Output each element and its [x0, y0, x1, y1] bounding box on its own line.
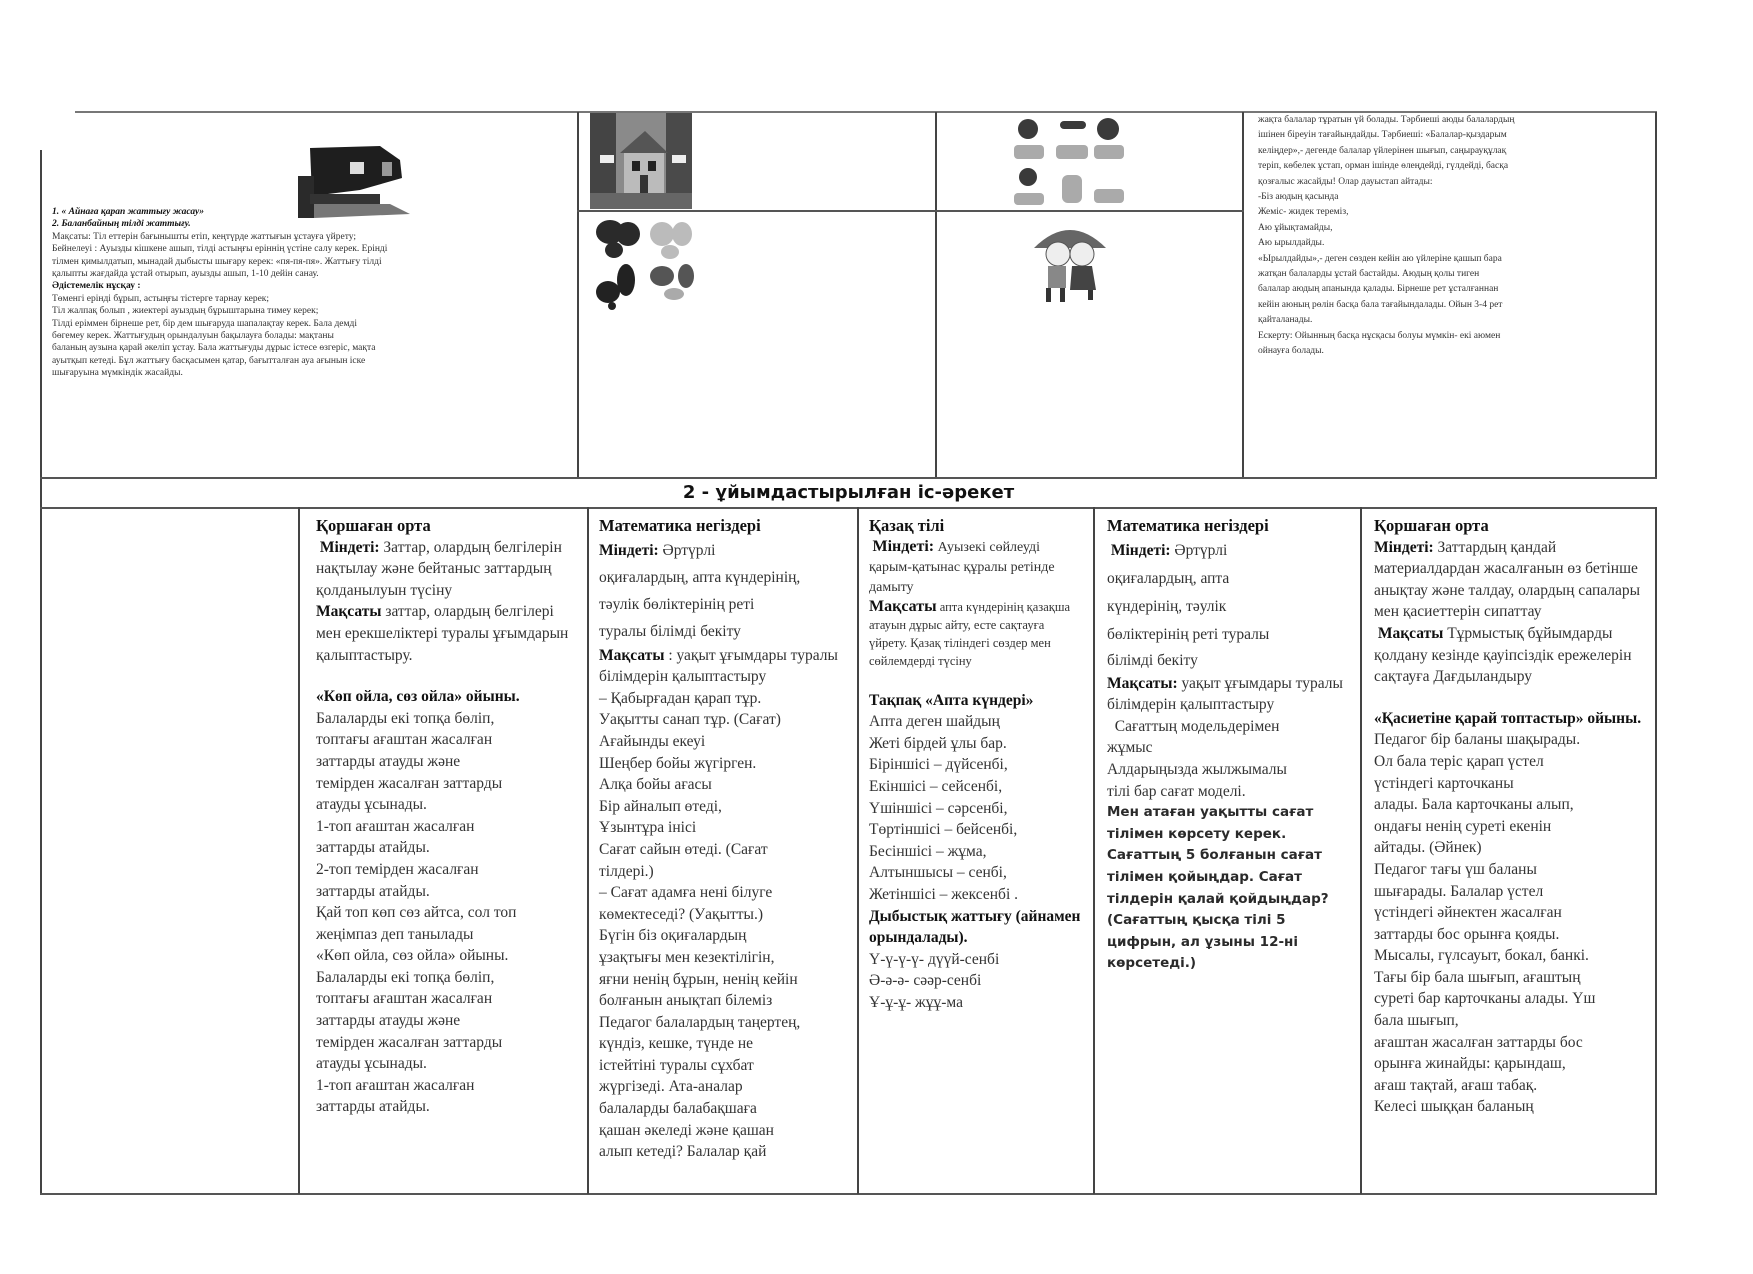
body-line: көмектеседі? (Уақытты.) [599, 905, 763, 923]
goal-label: Мақсаты [869, 597, 937, 615]
exercise-line: шығаруына мүмкіндік жасайды. [52, 368, 183, 379]
goal-text: Тұрмыстық бұйымдарды қолдану кезінде қауіпсіздік ережелерін сақтауға Дағдыландыру [1374, 624, 1632, 686]
body-line: қашан әкеледі және қашан [599, 1121, 774, 1139]
column-math-1 [589, 509, 857, 1193]
instruction-line: тілімен көрсету керек. [1107, 825, 1287, 842]
body-line: темірден жасалған заттарды [316, 1033, 503, 1051]
poem-line: Екіншісі – сейсенбі, [869, 777, 1003, 795]
game-line: теріп, көбелек ұстап, орман ішінде өлеңдейді, гүлдейді, басқа [1258, 161, 1509, 172]
instruction-line: тілімен қойыңдар. Сағат [1107, 868, 1302, 885]
body-line: жүргізеді. Ата-аналар [599, 1078, 743, 1096]
body-line: Тағы бір бала шығып, ағаштың [1374, 968, 1581, 986]
body-line: Педагог балалардың таңертең, [599, 1013, 801, 1031]
body-line: темірден жасалған заттарды [316, 774, 503, 792]
task-text: туралы білімді бекіту [599, 622, 741, 640]
game-line: кейін аюның рөлін басқа бала тағайындалады. Ойын 3-4 рет [1258, 299, 1503, 310]
phonetic-line: Ә-ә-ә- сәәр-сенбі [869, 972, 982, 990]
body-line: Алқа бойы ағасы [599, 776, 712, 794]
instruction-line: тілдерін қалай қойдыңдар? [1107, 890, 1329, 907]
goal-text: уақыт ұғымдары туралы білімдерін қалыптастыру [1107, 674, 1343, 714]
poem-line: Алтыншысы – сенбі, [869, 864, 1007, 882]
body-line: үстіндегі карточканы [1374, 774, 1514, 792]
exercise-line: тілмен қимылдатып, мынадай дыбысты шығару керек: «пя-пя-пя». Жаттығу тілді [52, 256, 382, 267]
bottom-table-bottom-border [40, 1193, 1657, 1195]
poem-line: Жетіншісі – жексенбі . [869, 885, 1018, 903]
exercise-line: Әдістемелік нұсқау : [52, 281, 141, 292]
game-line: Жеміс- жидек тереміз, [1258, 207, 1349, 218]
task-label: Міндеті: [872, 537, 935, 555]
instruction-line: көрсетеді.) [1107, 955, 1197, 972]
body-line: тілі бар сағат моделі. [1107, 782, 1246, 800]
poem-line: Үшіншісі – сәрсенбі, [869, 799, 1008, 817]
column-title: Математика негіздері [1107, 516, 1269, 535]
instruction-line: цифрын, ал ұзыны 12-ні [1107, 933, 1299, 950]
body-line: Ағайынды екеуі [599, 732, 706, 750]
body-line: суреті бар карточканы алады. Үш [1374, 990, 1596, 1008]
phonetic-line: Ұ-ұ-ұ- жұұ-ма [869, 993, 964, 1011]
game-line: Аю ұйықтамайды, [1258, 222, 1333, 233]
body-line: балаларды балабақшаға [599, 1100, 757, 1118]
body-line: атауды ұсынады. [316, 1055, 427, 1073]
body-line: «Көп ойла, сөз ойла» ойыны. [316, 947, 509, 965]
goal-label: Мақсаты [599, 646, 665, 664]
butterflies-picture [590, 214, 700, 314]
task-text: тәулік бөліктерінің реті [599, 595, 755, 613]
body-line: заттарды атайды. [316, 1098, 430, 1116]
column-environment-2 [1362, 509, 1655, 1193]
body-line: – Қабырғадан қарап тұр. [599, 689, 762, 707]
body-line: жұмыс [1107, 739, 1153, 757]
game-line: келіңдер»,- дегенде балалар үйлерінен шығып, саңырауқұлақ [1258, 145, 1507, 156]
body-line: Алдарыңызда жылжымалы [1107, 760, 1287, 778]
body-line: Бір айналып өтеді, [599, 797, 722, 815]
house-picture [590, 113, 692, 209]
body-line: Шеңбер бойы жүгірген. [599, 754, 757, 772]
body-line: 2-топ темірден жасалған [316, 860, 479, 878]
poem-line: Жеті бірдей ұлы бар. [869, 734, 1007, 752]
body-line: топтағы ағаштан жасалған [316, 990, 493, 1008]
body-line: орынға жинайды: қарындаш, [1374, 1055, 1566, 1073]
exercise-cell [52, 206, 572, 476]
body-line: бала шығып, [1374, 1012, 1459, 1030]
goal-text: : уақыт ұғымдары туралы білімдерін қалыптастыру [599, 646, 838, 686]
phonetic-title: Дыбыстық жаттығу (айнамен орындалады). [869, 907, 1081, 947]
game-line: қозғалыс жасайды! Олар дауыстап айтады: [1258, 176, 1433, 187]
game-line: қайталанады. [1258, 315, 1313, 326]
body-line: болғанын анықтап білеміз [599, 992, 773, 1010]
instruction-line: Сағаттың 5 болғанын сағат [1107, 847, 1322, 864]
instruction-line: Мен атаған уақытты сағат [1107, 804, 1314, 821]
game-line: жатқан балаларды ұстай бастайды. Аюдың қолы тиген [1258, 269, 1480, 280]
task-text: Заттар, олардың белгілерін нақтылау және бейтаныс заттардың қолданылуын түсіну [316, 538, 562, 599]
task-label: Міндеті: [599, 541, 659, 559]
column-title: Қоршаған орта [1374, 516, 1489, 535]
body-line: заттарды бос орынға қояды. [1374, 925, 1560, 943]
task-text: Ауызекі сөйлеуді қарым-қатынас құралы ретінде дамыту [869, 539, 1055, 595]
task-text: Әртүрлі [662, 541, 716, 559]
body-line: Мысалы, гүлсауыт, бокал, банкі. [1374, 947, 1589, 965]
game-line: -Біз аюдың қасында [1258, 192, 1339, 203]
exercise-line: баланың аузына қарай әкеліп ұстау. Бала жаттығуды дұрыс істесе өзгеріс, мақта [52, 343, 376, 354]
exercise-line: Бейнелеуі : Ауызды кішкене ашып, тілді астыңғы еріннің үстіне салу керек. Ерінді [52, 244, 388, 255]
body-line: үстіндегі әйнектен жасалған [1374, 904, 1562, 922]
children-umbrella-picture [1030, 218, 1110, 306]
exercise-line: Тіл жалпақ болып , жиектері ауыздың бұрыштарына тимеу керек; [52, 306, 319, 317]
exercise-line: бөгемеу керек. Жаттығудың орындалуын бақылауға болады: мақтаны [52, 331, 334, 342]
game-line: балалар аюдың апанында қалады. Бірнеше рет ұсталғаннан [1258, 284, 1499, 295]
task-text: оқиғалардың, апта күндерінің, [599, 568, 801, 586]
body-line: заттарды атайды. [316, 839, 430, 857]
body-line: алып кетеді? Балалар қай [599, 1143, 767, 1161]
task-text: күндерінің, тәулік [1107, 597, 1227, 615]
section-header: 2 - ұйымдастырылған іс-әрекет [682, 482, 1015, 503]
poem-line: Біріншісі – дүйсенбі, [869, 756, 1008, 774]
body-line: 1-топ ағаштан жасалған [316, 1076, 475, 1094]
body-line: Балаларды екі топқа бөліп, [316, 968, 495, 986]
top-table-divider-3 [1242, 112, 1244, 478]
body-line: Сағаттың модельдерімен [1107, 717, 1280, 735]
game-line: ойнауға болады. [1258, 346, 1324, 357]
exercise-line: ауытқып кетеді. Бұл жаттығу басқасымен қатар, бағытталған ауа ағынын іске [52, 355, 366, 366]
poem-title: Тақпақ «Апта күндері» [869, 691, 1034, 709]
body-line: ондағы ненің суреті екенін [1374, 817, 1552, 835]
top-table-left-border [40, 150, 42, 1195]
game-line: «Ырылдайды»,- деген сөзден кейін аю үйлеріне қашып бара [1258, 253, 1502, 264]
body-line: Ол бала теріс қарап үстел [1374, 752, 1544, 770]
body-line: – Сағат адамға нені білуге [599, 884, 773, 902]
poem-line: Апта деген шайдың [869, 713, 1000, 731]
poem-line: Бесіншісі – жұма, [869, 842, 987, 860]
task-label: Міндеті: [319, 538, 380, 556]
body-line: шығарады. Балалар үстел [1374, 882, 1544, 900]
body-line: яғни ненің бұрын, ненің кейін [599, 970, 798, 988]
task-label: Міндеті: [1374, 538, 1434, 556]
body-line: ұзақтығы мен кезектілігін, [599, 948, 775, 966]
body-line: топтағы ағаштан жасалған [316, 731, 493, 749]
task-text: Заттардың қандай материалдардан жасалғанын өз бетінше анықтау және талдау, олардың сапалары мен қасиеттерін сипаттау [1374, 538, 1641, 621]
top-table-divider-1 [577, 112, 579, 478]
exercise-line: Төменгі ерінді бұрып, астыңғы тістерге тарнау керек; [52, 293, 270, 304]
col-right-border [1655, 507, 1657, 1194]
body-line: заттарды атауды және [316, 1012, 461, 1030]
body-line: күндіз, кешке, түнде не [599, 1035, 754, 1053]
task-label: Міндеті: [1110, 541, 1171, 559]
game-line: жақта балалар тұратын үй болады. Тәрбиеші аюды балалардың [1258, 115, 1515, 125]
task-text: Әртүрлі [1174, 541, 1228, 559]
task-text: оқиғалардың, апта [1107, 569, 1230, 587]
body-line: заттарды атауды және [316, 752, 461, 770]
top-table-divider-2 [935, 112, 937, 478]
game-line: Ескерту: Ойынның басқа нұсқасы болуы мүмкін- екі аюмен [1258, 330, 1501, 341]
goal-label: Мақсаты [316, 603, 382, 621]
goal-text: апта күндерінің қазақша атауын дұрыс айту, есте сақтауға үйрету. Қазақ тіліндегі сөздер мен сөйлемдерді түсіну [869, 599, 1071, 668]
body-line: ағаштан жасалған заттарды бос [1374, 1033, 1583, 1051]
children-picture [1010, 117, 1130, 209]
poem-line: Төртіншісі – бейсенбі, [869, 821, 1018, 839]
body-line: Сағат сайын өтеді. (Сағат [599, 840, 768, 858]
task-text: бөліктерінің реті туралы [1107, 625, 1270, 643]
column-kazakh-language [859, 509, 1093, 1193]
column-title: Қоршаған орта [316, 516, 431, 535]
body-line: атауды ұсынады. [316, 796, 427, 814]
instruction-line: (Сағаттың қысқа тілі 5 [1107, 912, 1286, 929]
column-math-2 [1095, 509, 1360, 1193]
exercise-line: қалыпты жағдайда ұстай отырып, ауызды ашып, 1-10 дейін санау. [52, 269, 319, 280]
exercise-line: Тілді еріммен бірнеше рет, бір дем шығаруда шапалақтау керек. Бала демді [52, 318, 358, 329]
column-title: Қазақ тілі [869, 516, 945, 535]
goal-label: Мақсаты: [1107, 674, 1178, 692]
body-line: Ұзынтұра інісі [599, 819, 697, 837]
body-line: Уақытты санап тұр. (Сағат) [599, 711, 781, 729]
body-line: Балаларды екі топқа бөліп, [316, 709, 495, 727]
body-line: істейтіні туралы сұхбат [599, 1056, 754, 1074]
body-line: ағаш тақтай, ағаш табақ. [1374, 1076, 1538, 1094]
body-line: тілдері.) [599, 862, 654, 880]
body-line: Педагог тағы үш баланы [1374, 860, 1537, 878]
body-line: Педагог бір баланы шақырады. [1374, 731, 1581, 749]
column-environment-1 [300, 509, 587, 1193]
task-text: білімді бекіту [1107, 651, 1198, 669]
phonetic-line: Ү-ү-ү-ү- дүүй-сенбі [869, 950, 1000, 968]
game-title: «Көп ойла, сөз ойла» ойыны. [316, 688, 520, 706]
game-title: «Қасиетіне қарай топтастыр» ойыны. [1374, 709, 1642, 727]
column-title: Математика негіздері [599, 516, 761, 535]
exercise-title-2: 2. Баланбайның тілді жаттығу. [52, 219, 191, 230]
game-line: ішінен біреуін тағайындайды. Тәрбиеші: «Балалар-қыздарым [1258, 130, 1507, 141]
body-line: 1-топ ағаштан жасалған [316, 817, 475, 835]
top-table-mid-split [577, 210, 1244, 212]
body-line: заттарды атайды. [316, 882, 430, 900]
body-line: алады. Бала карточканы алып, [1374, 796, 1574, 814]
exercise-title-1: 1. « Айнаға қарап жаттығу жасау» [52, 207, 204, 217]
body-line: айтады. (Әйнек) [1374, 839, 1482, 857]
body-line: Қай топ көп сөз айтса, сол топ [316, 904, 517, 922]
top-table-right-border [1655, 112, 1657, 478]
body-line: Бүгін біз оқиғалардың [599, 927, 747, 945]
goal-text: заттар, олардың белгілері мен ерекшеліктері туралы ұғымдарын қалыптастыру. [316, 603, 569, 664]
body-line: Келесі шыққан баланың [1374, 1098, 1534, 1116]
game-line: Аю ырылдайды. [1258, 238, 1325, 249]
body-line: жеңімпаз деп танылады [316, 925, 474, 943]
goal-label: Мақсаты [1377, 624, 1444, 642]
game-description-cell [1258, 113, 1653, 473]
exercise-line: Мақсаты: Тіл еттерін бағынышты етіп, кеңтүрде жаттығын ұстауға үйрету; [52, 231, 357, 242]
